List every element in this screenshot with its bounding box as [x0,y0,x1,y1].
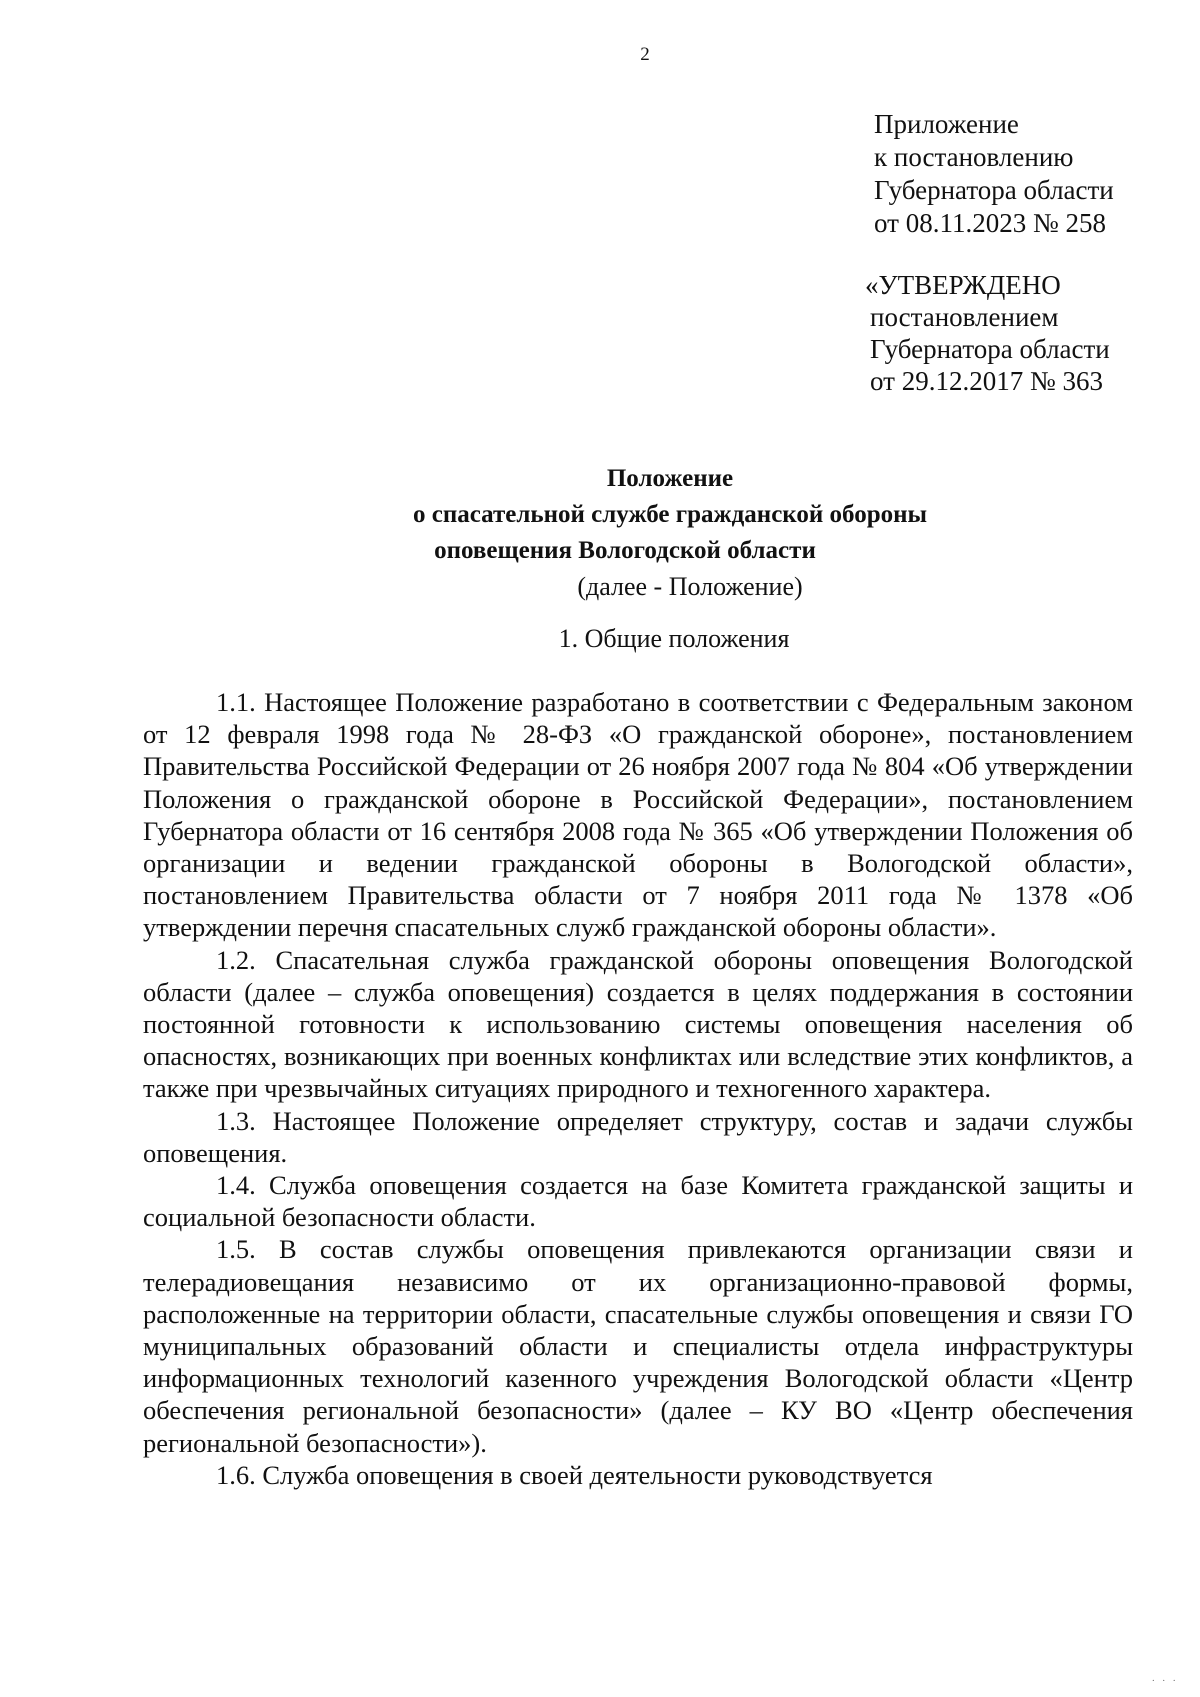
title-line: о спасательной службе гражданской обороны [412,501,928,528]
appendix-line: к постановлению [874,142,1074,172]
paragraph: 1.5. В состав службы оповещения привлекаются организации связи и телерадиовещания независимо от их организационно-правовой формы, расположенные на территории области, спасательные службы оповещения и связи ГО муниципальных образований области и специалисты отдела инфраструктуры информационных технологий казенного учреждения Вологодской области «Центр обеспечения региональной безопасности» (далее – КУ ВО «Центр обеспечения региональной безопасности»). [143,1234,1133,1458]
approved-block [865,269,1110,397]
paragraph: 1.6. Служба оповещения в своей деятельности руководствуется [216,1459,933,1490]
title-line: Положение [606,465,734,492]
title-line: (далее - Положение) [577,572,803,601]
approved-line: постановлением [870,302,1059,332]
paragraph: 1.4. Служба оповещения создается на базе Комитета гражданской защиты и социальной безопасности области. [143,1170,1133,1233]
body-text [143,686,1133,1491]
document-title [0,461,1200,605]
appendix-line: Приложение [874,109,1019,139]
approved-line: «УТВЕРЖДЕНО [865,270,1061,300]
page-number: 2 [640,44,650,65]
paragraph: 1.1. Настоящее Положение разработано в соответствии с Федеральным законом от 12 февраля 1998 года № 28-ФЗ «О гражданской обороне», постановлением Правительства Российской Федерации от 26 ноября 2007 года № 804 «Об утверждении Положения о гражданской обороне в Российской Федерации», постановлением Губернатора области от 16 сентября 2008 года № 365 «Об утверждении Положения об организации и ведении гражданской обороны в Вологодской области», постановлением Правительства области от 7 ноября 2011 года № 1378 «Об утверждении перечня спасательных служб гражданской обороны области». [143,687,1133,943]
appendix-block [874,108,1114,240]
title-line: оповещения Вологодской области [434,537,816,564]
appendix-line: от 08.11.2023 № 258 [874,208,1106,238]
appendix-line: Губернатора области [874,175,1114,205]
paragraph: 1.2. Спасательная служба гражданской обороны оповещения Вологодской области (далее – служба оповещения) создается в целях поддержания в состоянии постоянной готовности к использованию системы оповещения населения об опасностях, возникающих при военных конфликтах или вследствие этих конфликтов, а также при чрезвычайных ситуациях природного и техногенного характера. [143,944,1133,1104]
approved-line: от 29.12.2017 № 363 [870,366,1103,396]
section-heading: 1. Общие положения [558,624,790,653]
approved-line: Губернатора области [870,334,1110,364]
paragraph: 1.3. Настоящее Положение определяет структуру, состав и задачи службы оповещения. [143,1105,1133,1168]
scan-mark: · · · [1151,1675,1178,1687]
